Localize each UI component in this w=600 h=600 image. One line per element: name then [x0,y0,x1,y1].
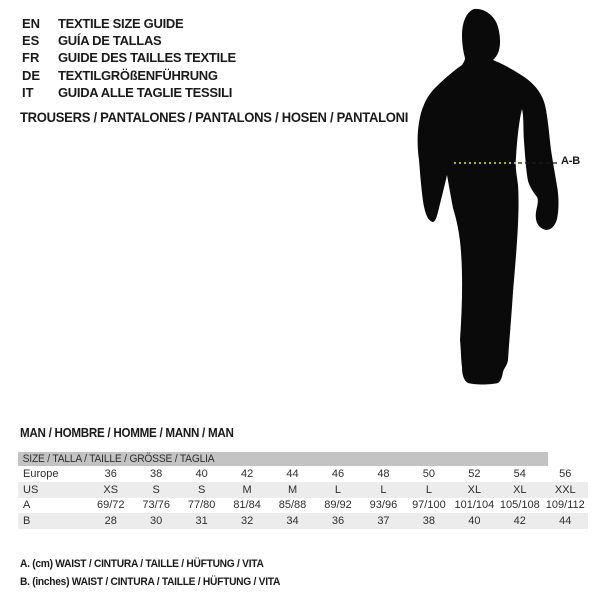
size-cell: 38 [422,515,436,528]
size-cell: 40 [468,515,481,528]
size-cell: XS [103,483,119,496]
size-cell: 69/72 [96,499,125,512]
size-cell: 42 [240,467,254,480]
size-cell: 36 [104,467,117,480]
size-cell: 38 [150,467,163,480]
size-table-row [18,498,588,514]
language-code: DE [22,67,41,83]
section-title-man: MAN / HOMBRE / HOMME / MANN / MAN [20,426,234,440]
size-cell: 109/112 [545,499,585,512]
language-label: GUIDA ALLE TAGLIE TESSILI [58,84,233,100]
size-table-row [18,513,588,529]
measure-label-ab: A-B [561,155,580,167]
language-code: IT [22,84,34,100]
size-cell: 50 [422,467,436,480]
language-label: TEXTILE SIZE GUIDE [58,16,184,31]
size-cell: L [425,483,432,496]
size-cell: 46 [331,467,345,480]
size-cell: S [197,483,206,496]
size-cell: 31 [195,515,208,528]
size-table-header: SIZE / TALLA / TAILLE / GRÖSSE / TAGLIA [18,452,548,466]
size-table-body [18,466,588,529]
size-table-row [18,482,588,498]
size-cell: 105/108 [499,499,540,512]
size-table-row [18,466,588,482]
man-silhouette [418,9,559,385]
language-label: GUIDE DES TAILLES TEXTILE [58,50,236,66]
size-cell: XL [467,483,482,496]
size-cell: 56 [559,467,572,480]
size-cell: 52 [468,467,481,480]
size-cell: S [152,483,160,496]
size-cell: 34 [286,515,299,528]
size-cell: 89/92 [324,499,352,512]
footnote-b: B. (inches) WAIST / CINTURA / TAILLE / HÜFTUNG / VITA [20,575,281,588]
size-cell: 101/104 [454,499,495,512]
size-cell: M [287,483,298,496]
size-cell: L [380,483,387,496]
footnotes [20,556,300,591]
language-code: ES [22,33,40,49]
size-row-label: A [23,499,31,512]
language-code: FR [22,50,40,66]
size-table [18,452,588,529]
size-row-label: Europe [23,467,59,480]
size-cell: 32 [240,515,254,528]
size-cell: 44 [559,515,572,528]
size-row-label: US [23,483,39,496]
size-cell: 97/100 [412,499,446,512]
language-code: EN [22,16,41,31]
language-label: GUÍA DE TALLAS [58,33,162,49]
size-cell: XXL [554,483,576,496]
size-cell: 54 [513,467,526,480]
size-cell: 40 [195,467,208,480]
size-cell: 48 [377,467,390,480]
size-cell: 42 [513,515,526,528]
size-cell: 28 [104,515,117,528]
size-cell: L [334,483,342,496]
footnote-a: A. (cm) WAIST / CINTURA / TAILLE / HÜFTUNG / VITA [20,558,264,570]
category-title: TROUSERS / PANTALONES / PANTALONS / HOSEN / PANTALONI [20,109,409,125]
size-cell: XL [513,483,527,496]
size-cell: 36 [331,515,345,528]
size-cell: 73/76 [142,499,170,512]
size-cell: 30 [150,515,163,528]
language-label: TEXTILGRÖßENFÜHRUNG [58,67,218,83]
size-cell: 44 [286,467,299,480]
size-cell: 37 [377,515,390,528]
size-cell: 85/88 [278,499,307,512]
size-cell: 81/84 [233,499,261,512]
size-cell: 93/96 [369,499,398,512]
size-cell: M [242,483,252,496]
size-row-label: B [23,515,31,528]
size-cell: 77/80 [187,499,216,512]
